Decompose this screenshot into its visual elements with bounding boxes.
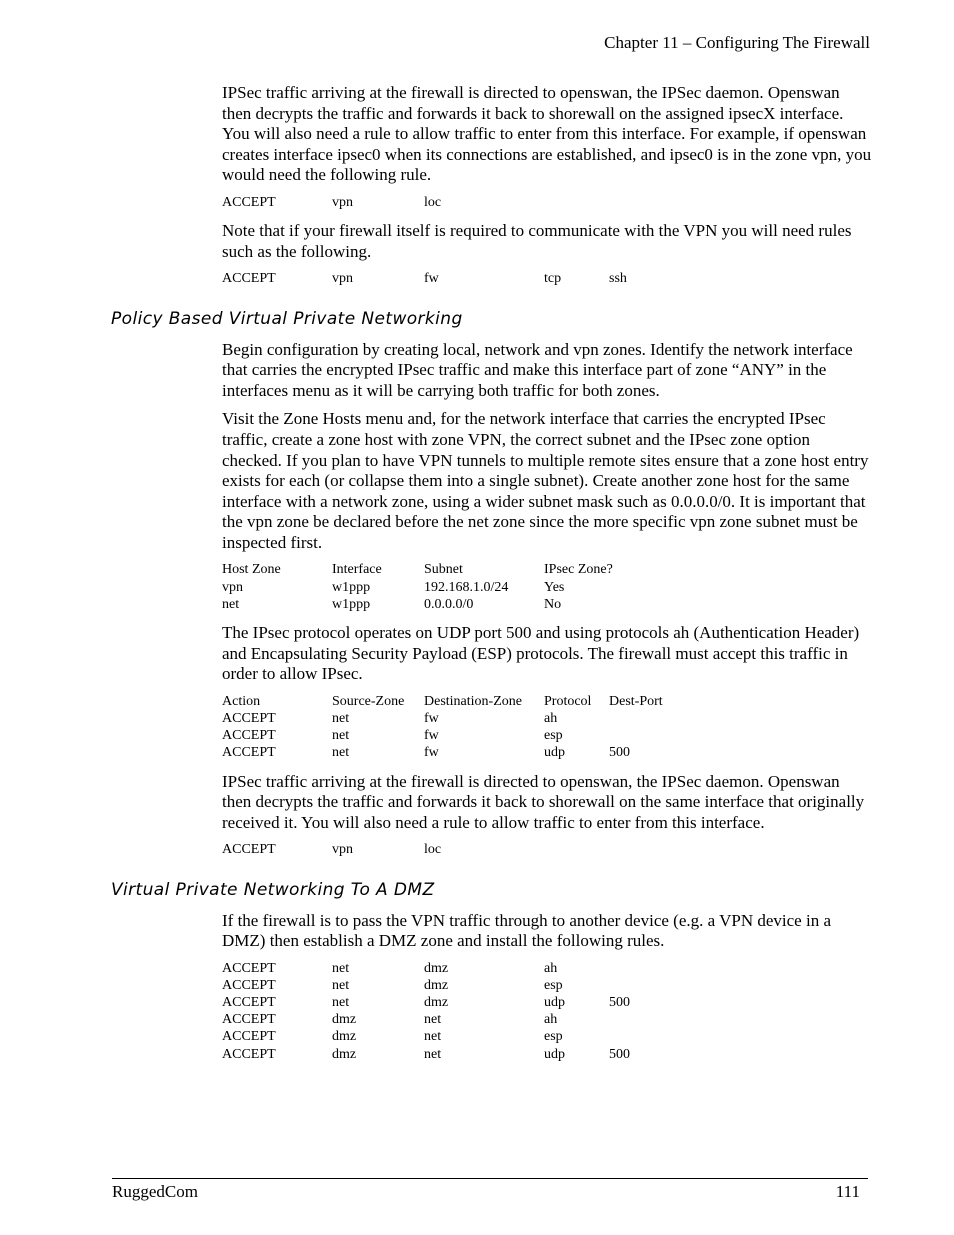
table-cell: 0.0.0.0/0: [424, 596, 474, 612]
table-cell: dmz: [332, 1046, 357, 1062]
table-cell: vpn: [332, 271, 353, 287]
table-cell: fw: [424, 711, 439, 726]
footer-divider: [112, 1178, 868, 1179]
table-cell: [609, 1011, 679, 1028]
table-row: [222, 561, 954, 578]
table-cell: tcp: [544, 271, 562, 287]
table-cell: loc: [424, 842, 442, 858]
table-cell: [609, 579, 679, 596]
table-cell: [609, 194, 679, 211]
table-cell: net: [332, 995, 350, 1011]
table-cell: [609, 977, 679, 994]
table-cell: w1ppp: [332, 579, 371, 595]
table-row: [222, 596, 954, 613]
table-cell: dmz: [332, 1029, 357, 1045]
table-cell: net: [332, 960, 350, 976]
table-row: [222, 194, 954, 211]
table-cell: ACCEPT: [222, 1046, 276, 1062]
table-cell: ACCEPT: [222, 842, 276, 858]
table-cell: 500: [609, 995, 630, 1011]
table-cell: [544, 841, 609, 858]
table-cell: ACCEPT: [222, 271, 276, 287]
paragraph-ipsec-intro: IPSec traffic arriving at the firewall is directed to openswan, the IPSec daemon. Openswan then decrypts the traffic and forwards it back to shorewall on the assigned ipsecX interface. You will also need a rule to allow traffic to enter from this interface. For example, if openswan creates interface ipsec0 when its connections are established, and ipsec0 is in the zone vpn, you would need the following rule.: [222, 83, 872, 185]
section-heading-vpn-dmz: Virtual Private Networking To A DMZ: [111, 879, 435, 900]
table-cell: Yes: [544, 579, 565, 595]
table-cell: ACCEPT: [222, 711, 276, 726]
table-cell: dmz: [424, 995, 449, 1011]
table-cell: ACCEPT: [222, 1012, 276, 1028]
table-cell: ah: [544, 1012, 558, 1028]
table-row: [222, 977, 954, 994]
table-cell: dmz: [424, 960, 449, 976]
page-content: [0, 83, 954, 1073]
table-cell: ACCEPT: [222, 960, 276, 976]
table-cell: udp: [544, 995, 565, 1011]
table-cell: [609, 596, 679, 613]
page-number: 111: [835, 1182, 860, 1201]
rules-table-1: [222, 194, 954, 211]
table-cell: Destination-Zone: [424, 693, 522, 709]
table-cell: [609, 841, 679, 858]
rules-table-2: [222, 270, 954, 287]
table-cell: esp: [544, 1029, 563, 1045]
table-row: [222, 1046, 954, 1063]
table-cell: fw: [424, 271, 439, 287]
section-heading-policy-vpn: Policy Based Virtual Private Networking: [111, 308, 463, 329]
paragraph-ipsec-protocol: The IPsec protocol operates on UDP port 500 and using protocols ah (Authentication Header) and Encapsulating Security Payload (ESP) protocols. The firewall must accept this traffic in order to allow IPsec.: [222, 623, 860, 684]
table-cell: esp: [544, 977, 563, 993]
table-cell: ACCEPT: [222, 977, 276, 993]
table-row: [222, 960, 954, 977]
table-cell: ACCEPT: [222, 995, 276, 1011]
table-cell: esp: [544, 728, 563, 744]
table-cell: Source-Zone: [332, 693, 405, 709]
table-cell: Interface: [332, 562, 382, 578]
table-row: [222, 1028, 954, 1045]
table-row: [222, 727, 954, 744]
paragraph-dmz: If the firewall is to pass the VPN traffic through to another device (e.g. a VPN device in a DMZ) then establish a DMZ zone and install the following rules.: [222, 910, 831, 951]
table-cell: vpn: [222, 579, 243, 595]
table-cell: [609, 1028, 679, 1045]
table-cell: Subnet: [424, 562, 463, 578]
table-cell: [544, 194, 609, 211]
table-cell: Dest-Port: [609, 693, 663, 709]
table-cell: [609, 710, 679, 727]
table-cell: Action: [222, 693, 261, 709]
table-cell: udp: [544, 745, 565, 761]
table-cell: net: [332, 977, 350, 993]
footer-company: RuggedCom: [112, 1182, 198, 1201]
table-cell: ACCEPT: [222, 194, 276, 210]
table-cell: dmz: [424, 977, 449, 993]
table-cell: net: [332, 711, 350, 726]
table-cell: w1ppp: [332, 596, 371, 612]
table-cell: vpn: [332, 842, 353, 858]
table-cell: fw: [424, 745, 439, 761]
table-cell: vpn: [332, 194, 353, 210]
table-row: [222, 693, 954, 710]
table-cell: IPsec Zone?: [544, 562, 613, 578]
table-cell: ACCEPT: [222, 728, 276, 744]
table-cell: 500: [609, 745, 630, 761]
table-cell: udp: [544, 1046, 565, 1062]
table-cell: ah: [544, 711, 558, 726]
table-row: [222, 710, 954, 727]
table-cell: net: [332, 728, 350, 744]
table-cell: net: [424, 1029, 442, 1045]
rules-table-ipsec: [222, 693, 954, 762]
table-cell: ah: [544, 960, 558, 976]
paragraph-firewall-note: Note that if your firewall itself is required to communicate with the VPN you will need rules such as the following.: [222, 221, 852, 261]
table-cell: 500: [609, 1046, 630, 1062]
table-cell: dmz: [332, 1012, 357, 1028]
table-row: [222, 270, 954, 287]
table-cell: net: [424, 1012, 442, 1028]
table-cell: Protocol: [544, 693, 592, 709]
paragraph-ipsec-same-interface: IPSec traffic arriving at the firewall is directed to openswan, the IPSec daemon. Openswan then decrypts the traffic and forwards it back to shorewall on the same interface that originally received it. You will also need a rule to allow traffic to enter from this interface.: [222, 771, 865, 832]
table-row: [222, 994, 954, 1011]
paragraph-begin-config: Begin configuration by creating local, network and vpn zones. Identify the network interface that carries the encrypted IPsec traffic and make this interface part of zone “ANY” in the interfaces menu as it will be carrying both traffic for both zones.: [222, 339, 853, 400]
rules-table-dmz: [222, 960, 954, 1063]
table-cell: net: [424, 1046, 442, 1062]
table-cell: loc: [424, 194, 442, 210]
table-cell: No: [544, 596, 562, 612]
rules-table-5: [222, 841, 954, 858]
table-cell: net: [332, 745, 350, 761]
table-cell: Host Zone: [222, 562, 281, 578]
table-cell: [609, 960, 679, 977]
chapter-header: Chapter 11 – Configuring The Firewall: [604, 33, 870, 52]
table-cell: fw: [424, 728, 439, 744]
table-row: [222, 579, 954, 596]
zone-hosts-table: [222, 561, 954, 613]
table-cell: ACCEPT: [222, 1029, 276, 1045]
paragraph-zone-hosts: Visit the Zone Hosts menu and, for the network interface that carries the encrypted IPsec traffic, create a zone host with zone VPN, the correct subnet and the IPsec zone option checked. If you plan to have VPN tunnels to multiple remote sites ensure that a zone host entry exists for each (or collapse them into a single subnet). Create another zone host for the same interface with a network zone, using a wider subnet mask such as 0.0.0.0/0. It is important that the vpn zone be declared before the net zone since the more specific vpn zone subnet must be inspected first.: [222, 409, 869, 552]
table-cell: ssh: [609, 271, 627, 287]
table-cell: ACCEPT: [222, 745, 276, 761]
table-cell: net: [222, 596, 240, 612]
table-row: [222, 744, 954, 761]
table-row: [222, 841, 954, 858]
table-cell: [609, 561, 679, 578]
table-cell: 192.168.1.0/24: [424, 579, 509, 595]
table-cell: [609, 727, 679, 744]
table-row: [222, 1011, 954, 1028]
